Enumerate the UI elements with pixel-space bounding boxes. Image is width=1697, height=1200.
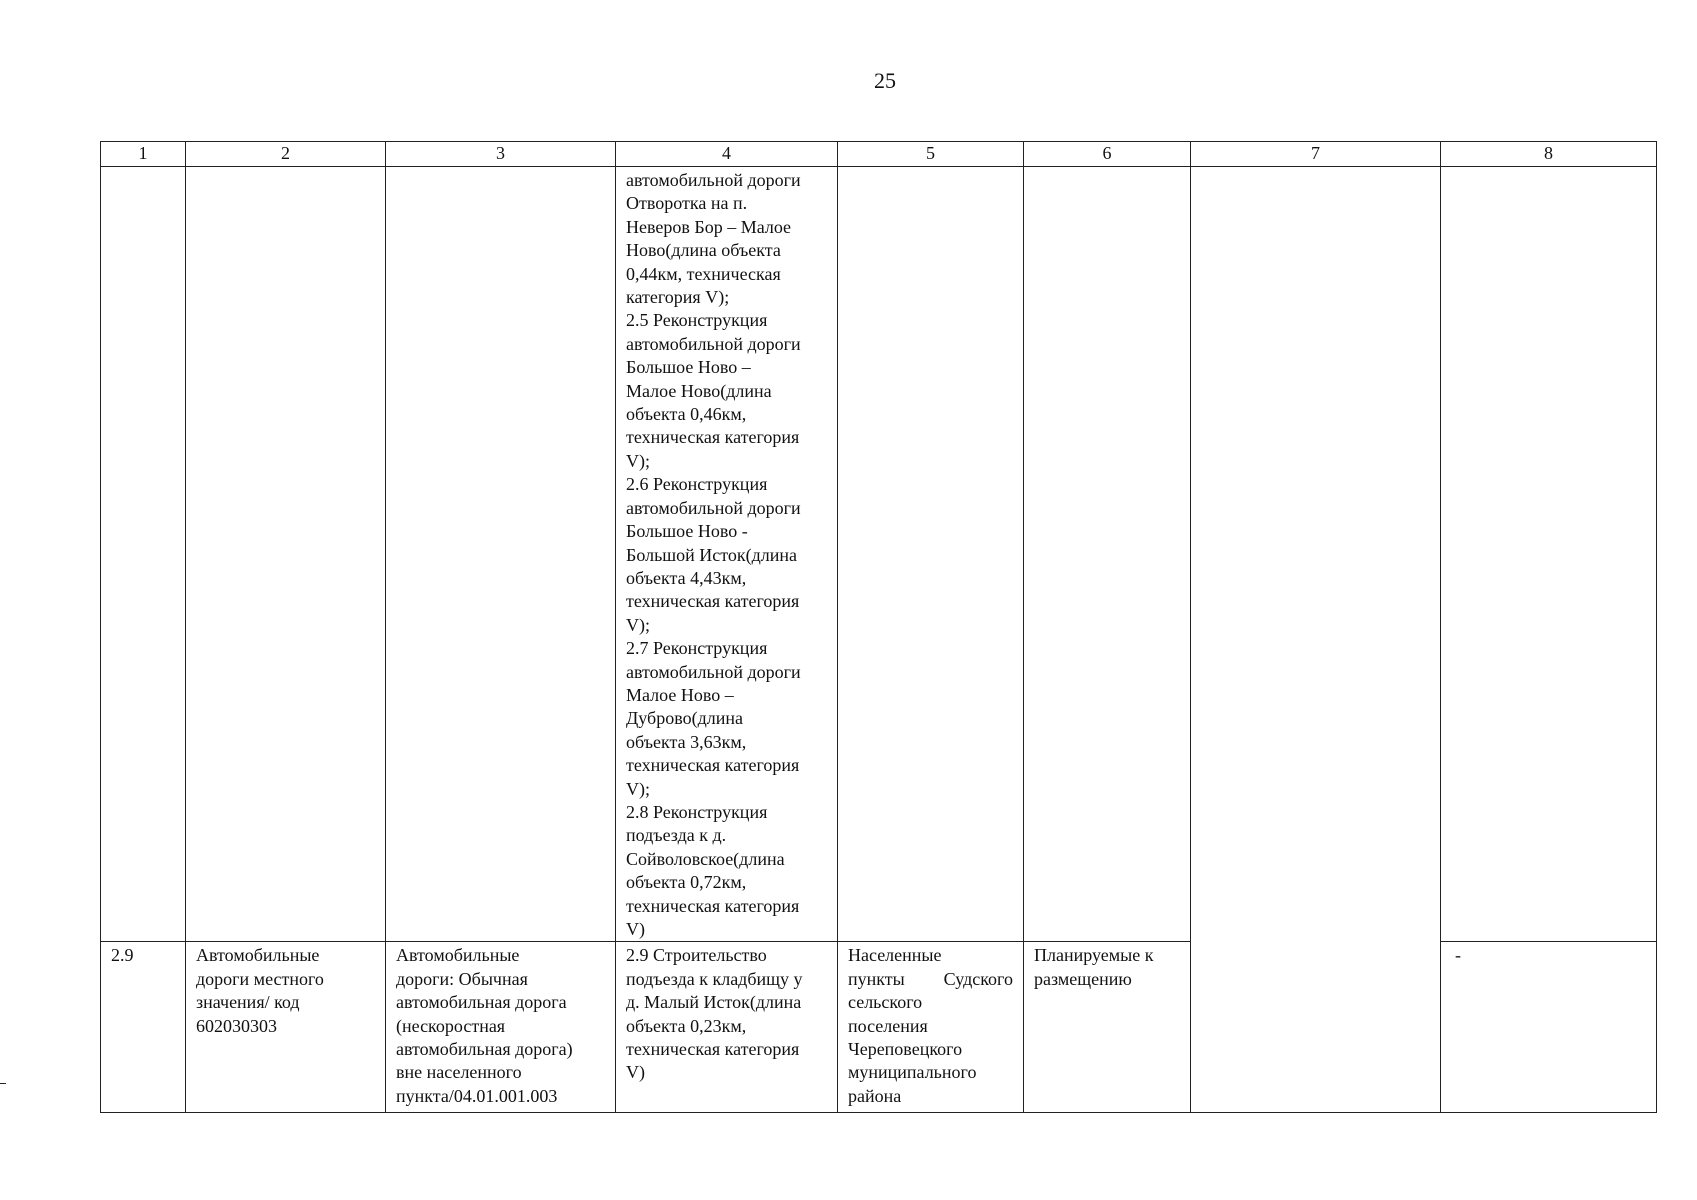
header-col-5: 5 — [838, 142, 1024, 167]
cell-col-5 — [838, 167, 1024, 942]
cell-col-8 — [1441, 167, 1657, 942]
cell-col-3 — [386, 167, 616, 942]
location-rest: сельского поселения Череповецкого муниципального района — [848, 992, 977, 1106]
cell-object-type: Автомобильные дороги местного значения/ код 602030303 — [186, 942, 386, 1113]
header-col-8: 8 — [1441, 142, 1657, 167]
cell-col-2 — [186, 167, 386, 942]
header-col-3: 3 — [386, 142, 616, 167]
cell-status: Планируемые к размещению — [1024, 942, 1191, 1113]
header-col-4: 4 — [616, 142, 838, 167]
page-number: 25 — [874, 68, 896, 93]
cell-col-8-value: - — [1441, 942, 1657, 1113]
cell-col-7 — [1191, 167, 1441, 1113]
cell-object-kind: Автомобильные дороги: Обычная автомобильная дорога (нескоростная автомобильная дорога) вне населенного пункта/04.01.001.003 — [386, 942, 616, 1113]
cell-object-description: 2.9 Строительство подъезда к кладбищу у д. Малый Исток(длина объекта 0,23км, техническая категория V) — [616, 942, 838, 1113]
cell-row-number: 2.9 — [101, 942, 186, 1113]
data-table — [100, 141, 1657, 1113]
cell-col-4-description: автомобильной дороги Отворотка на п. Неверов Бор – Малое Ново(длина объекта 0,44км, техническая категория V); 2.5 Реконструкция автомобильной дороги Большое Ново – Малое Ново(длина объекта 0,46км, техническая категория V); 2.6 Реконструкция автомобильной дороги Большое Ново - Большой Исток(длина объекта 4,43км, техническая категория V); 2.7 Реконструкция автомобильной дороги Малое Ново – Дуброво(длина объекта 3,63км, техническая категория V); 2.8 Реконструкция подъезда к д. Сойволовское(длина объекта 0,72км, техническая категория V) — [616, 167, 838, 942]
cell-location — [838, 942, 1024, 1113]
cell-col-6 — [1024, 167, 1191, 942]
location-line-2: пункты Судского — [848, 968, 1013, 989]
table-row-continuation — [101, 167, 1657, 942]
header-col-6: 6 — [1024, 142, 1191, 167]
location-line-1: Населенные — [848, 945, 942, 966]
header-col-2: 2 — [186, 142, 386, 167]
table-header-row — [101, 142, 1657, 167]
header-col-7: 7 — [1191, 142, 1441, 167]
header-col-1: 1 — [101, 142, 186, 167]
margin-mark — [0, 1083, 6, 1084]
cell-col-1 — [101, 167, 186, 942]
